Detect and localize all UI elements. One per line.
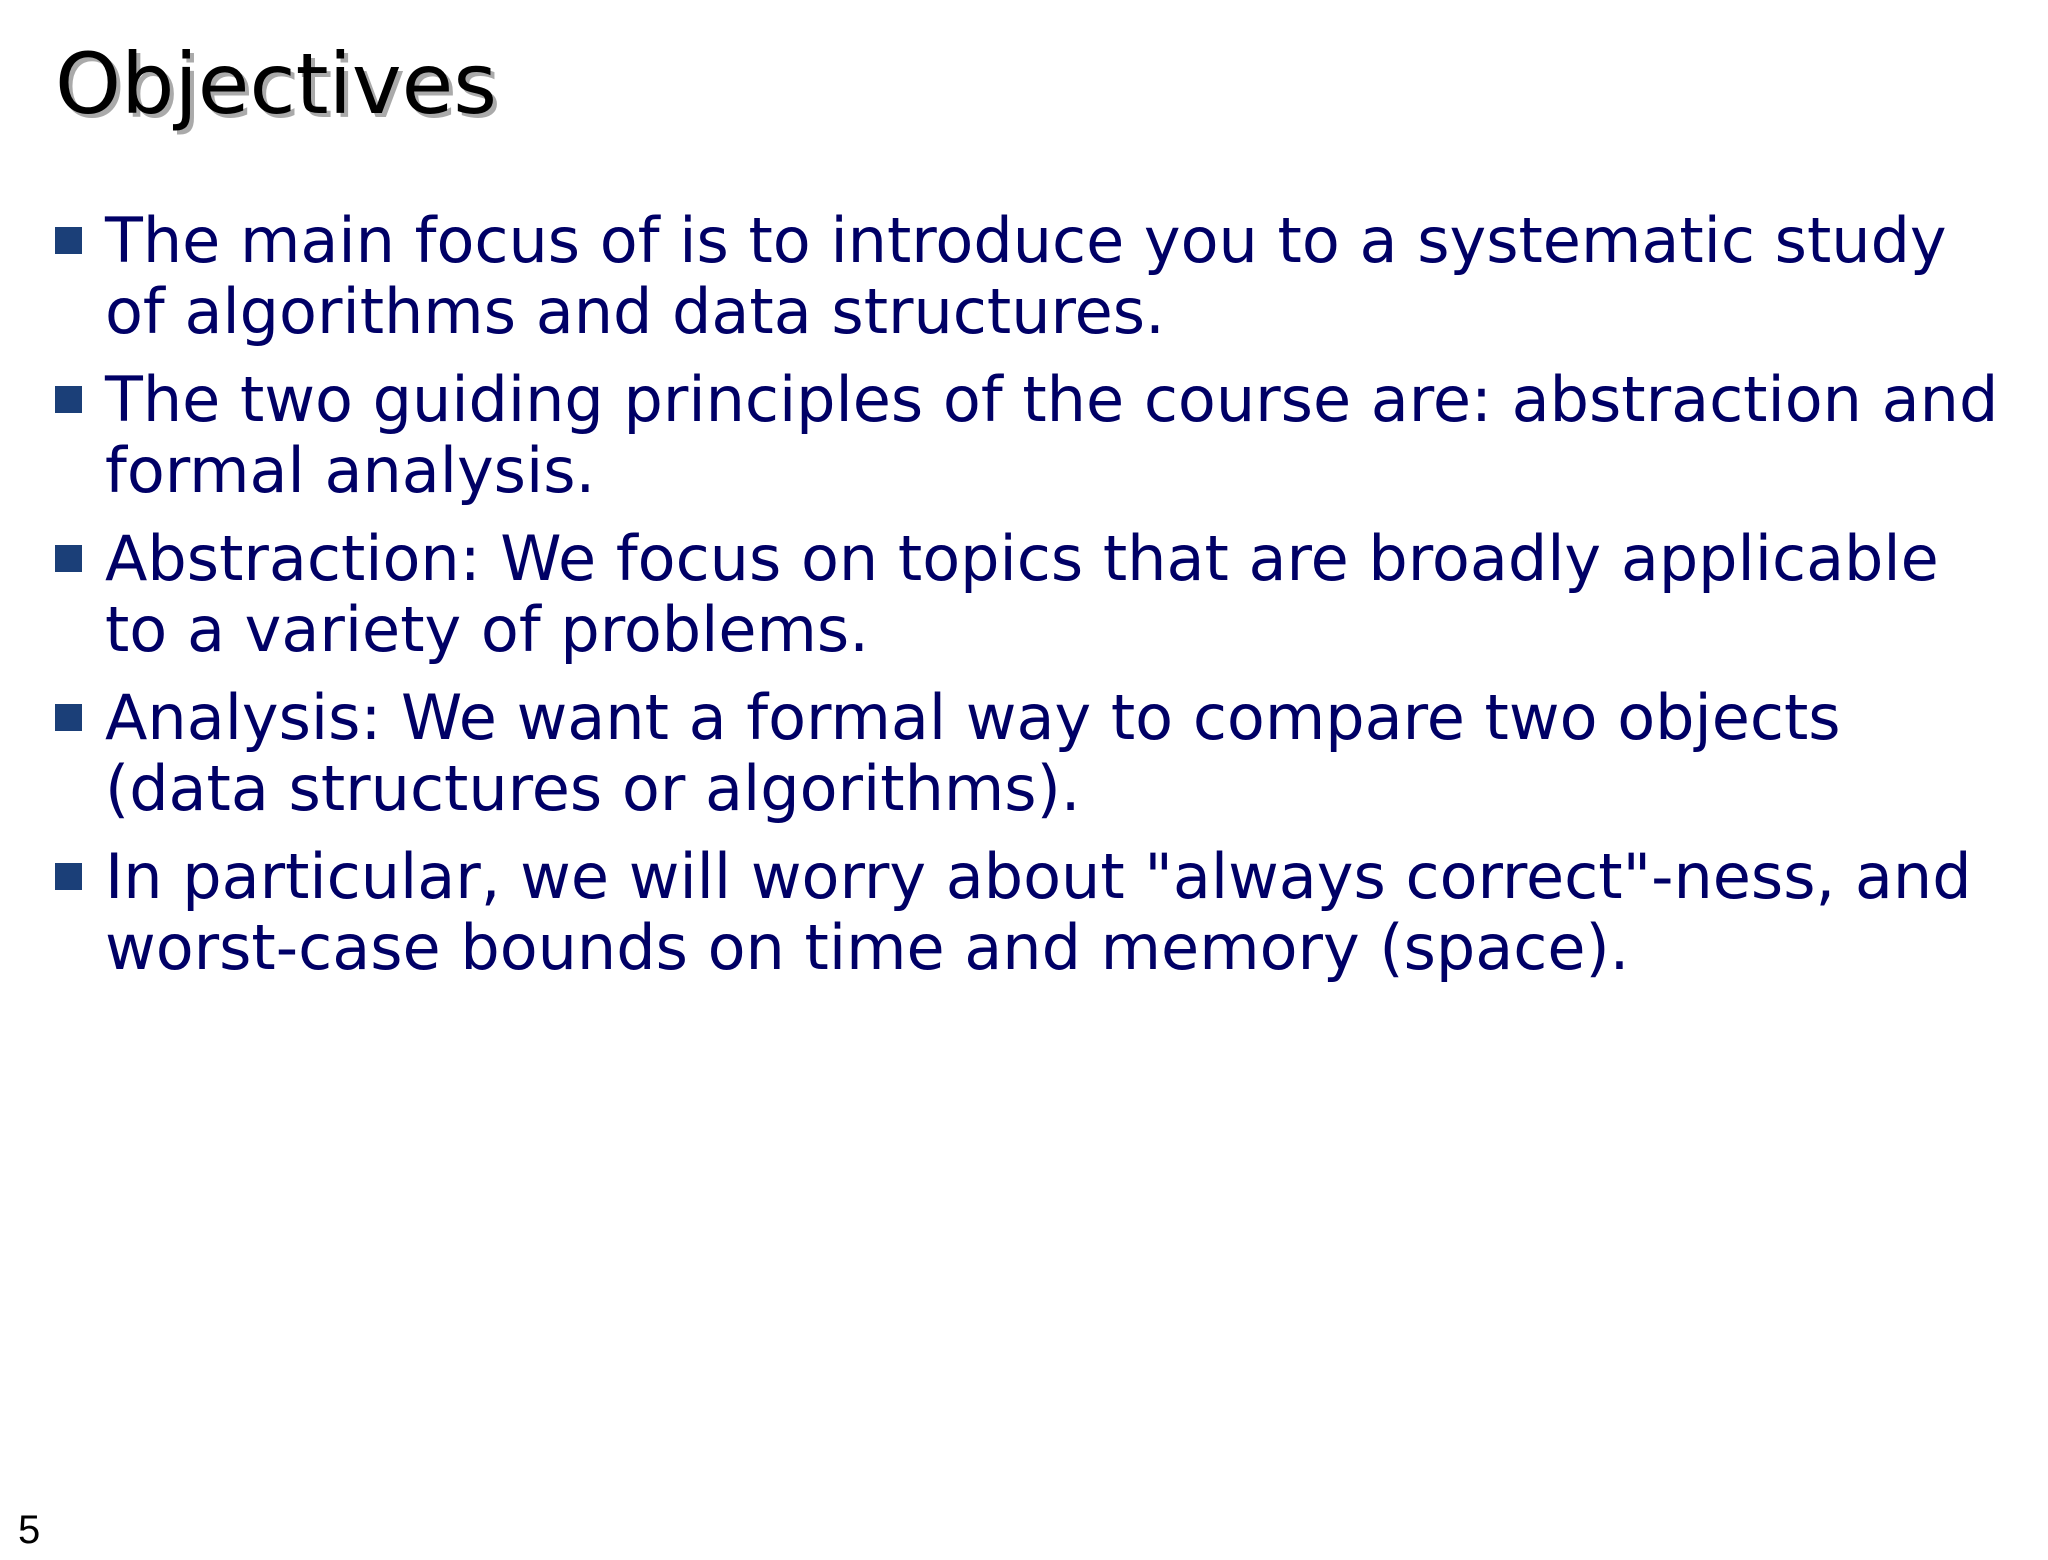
bullet-text: The main focus of is to introduce you to a systematic study of algorithms and data structures. xyxy=(105,204,1947,348)
bullet-item xyxy=(55,364,2015,506)
bullet-list xyxy=(55,205,2015,1000)
bullet-text: Abstraction: We focus on topics that are broadly applicable to a variety of problems. xyxy=(105,522,1939,666)
bullet-item xyxy=(55,841,2015,983)
bullet-item xyxy=(55,205,2015,347)
square-bullet-icon xyxy=(55,386,82,413)
bullet-text: Analysis: We want a formal way to compare two objects (data structures or algorithms). xyxy=(105,681,1841,825)
square-bullet-icon xyxy=(55,545,82,572)
bullet-text: In particular, we will worry about "always correct"-ness, and worst-case bounds on time and memory (space). xyxy=(105,840,1972,984)
slide-title: Objectives xyxy=(55,35,498,133)
bullet-item xyxy=(55,682,2015,824)
bullet-text: The two guiding principles of the course are: abstraction and formal analysis. xyxy=(105,363,1999,507)
square-bullet-icon xyxy=(55,704,82,731)
page-number: 5 xyxy=(18,1508,41,1552)
square-bullet-icon xyxy=(55,863,82,890)
square-bullet-icon xyxy=(55,227,82,254)
bullet-item xyxy=(55,523,2015,665)
